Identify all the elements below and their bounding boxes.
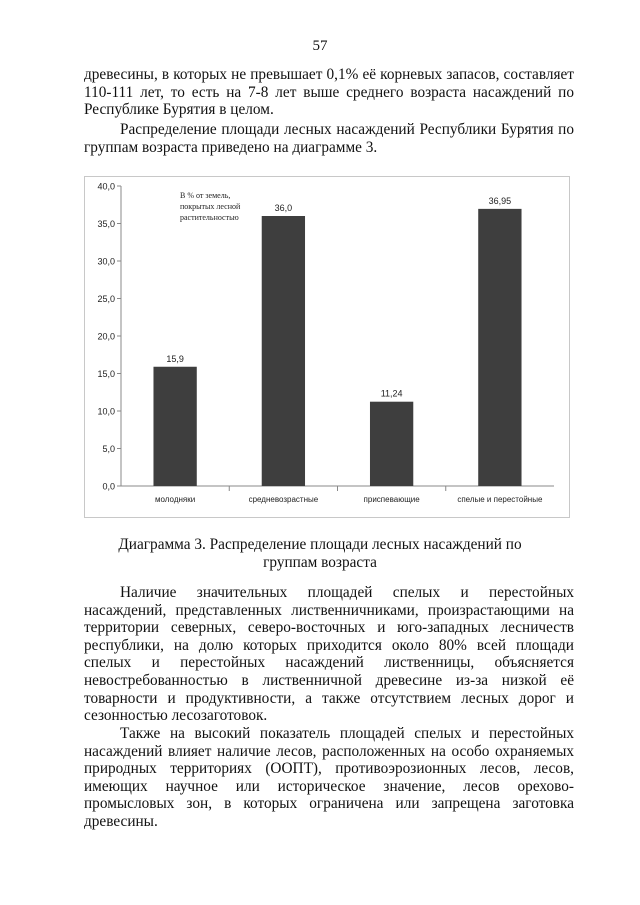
bar [262,216,305,486]
y-tick-label: 15,0 [97,369,115,379]
page-number: 57 [312,38,328,54]
y-tick-label: 10,0 [97,406,115,417]
y-tick-label: 0,0 [102,481,115,492]
bar-value-label: 36,95 [488,195,512,206]
x-category-label: спелые и перестойные [457,495,543,504]
paragraph-1: древесины, в которых не превышает 0,1% её корневых запасов, составляет 110-111 лет, то есть на 7-8 лет выше среднего возраста насаждений по Республике Бурятия в целом. [84,66,574,119]
bar-value-label: 15,9 [166,353,184,364]
y-tick-label: 20,0 [97,331,115,342]
paragraph-3: Наличие значительных площадей спелых и перестойных насаждений, представленных лиственничниками, произрастающими на территории северных, северо-восточных и юго-западных лесничеств республики, на долю которых приходится около 80% всей площади спелых и перестойных насаждений лиственницы, объясняется невостребованностью в лиственничной древесине из-за низкой её товарности и продуктивности, а также отсутствием лесных дорог и сезонностью лесозаготовок. [84,584,574,725]
paragraph-4: Также на высокий показатель площадей спелых и перестойных насаждений влияет наличие лесов, расположенных на особо охраняемых природных территориях (ООПТ), противоэрозионных лесов, лесов, имеющих научное или историческое значение, лесов орехово-промысловых зон, в которых ограничена или запрещена заготовка древесины. [84,725,574,830]
y-tick-label: 5,0 [102,444,115,454]
figure-caption: Диаграмма 3. Распределение площади лесных насаждений по группам возраста [118,536,522,571]
x-category-label: приспевающие [363,495,420,504]
age-distribution-chart [84,176,570,518]
y-tick-label: 40,0 [97,181,115,192]
bar [153,367,196,486]
x-category-label: молодняки [155,495,196,504]
chart-frame [84,176,570,518]
chart-annotation: В % от земель, покрытых лесной растительностью [180,191,241,222]
bar [370,402,413,486]
y-tick-label: 30,0 [97,256,115,267]
paragraph-2: Распределение площади лесных насаждений Республики Бурятия по группам возраста приведено на диаграмме 3. [84,121,574,156]
bar-value-label: 11,24 [380,388,403,399]
bar-value-label: 36,0 [274,203,293,213]
bar [478,209,521,486]
y-tick-label: 35,0 [97,219,115,229]
x-category-label: средневозрастные [248,495,319,504]
y-tick-label: 25,0 [97,294,115,304]
